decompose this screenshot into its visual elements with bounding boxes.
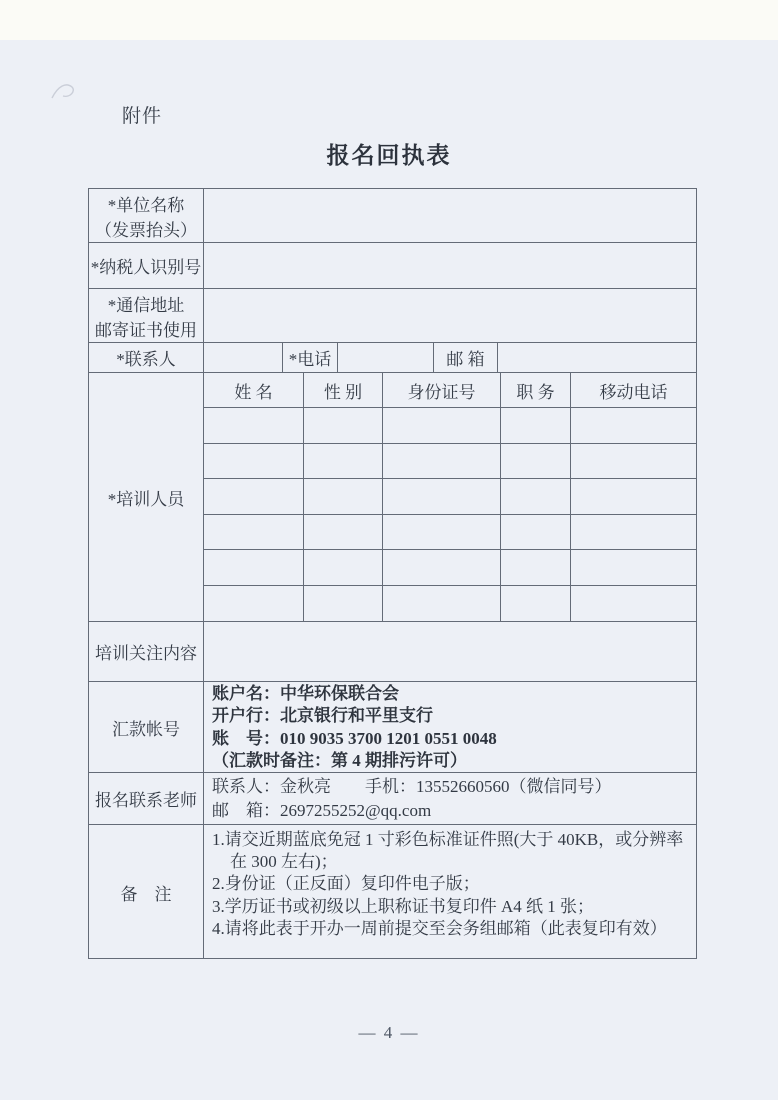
note-item-3: 3.学历证书或初级以上职称证书复印件 A4 纸 1 张； [212,896,595,916]
remittance-account-number: 账 号：010 9035 3700 1201 0551 0048 [212,728,497,748]
remittance-details [204,682,696,772]
trainee-empty-cell [383,550,501,585]
trainees-grid [204,373,696,621]
trainee-empty-row [204,479,696,515]
registration-contact-email: 邮 箱：2697255252@qq.com [212,801,432,820]
email-label: 邮 箱 [434,343,498,372]
trainee-empty-row [204,550,696,586]
address-label [89,289,204,342]
phone-value-cell [338,343,434,372]
trainees-col-name: 姓 名 [204,373,304,407]
note-item-1: 1.请交近期蓝底免冠 1 寸彩色标准证件照(大于 40KB，或分辨率在 300 左右)； [212,830,684,872]
row-unit-name [89,189,696,243]
trainee-empty-row [204,444,696,480]
trainee-empty-cell [204,408,304,443]
trainee-empty-cell [501,550,571,585]
form-title: 报名回执表 [326,143,452,168]
registration-contact-details [204,773,696,824]
trainee-empty-cell [501,444,571,479]
row-notes [89,825,696,959]
trainee-empty-cell [383,479,501,514]
note-item-2: 2.身份证（正反面）复印件电子版； [212,874,480,894]
page-number: — 4 — [358,1023,420,1042]
trainee-empty-cell [501,515,571,550]
trainee-empty-cell [501,586,571,622]
trainee-empty-cell [571,550,696,585]
trainee-empty-cell [204,550,304,585]
trainees-header-row [204,373,696,408]
trainee-empty-row [204,515,696,551]
trainee-empty-cell [571,408,696,443]
trainee-empty-cell [304,515,383,550]
training-focus-value-cell [204,622,696,681]
trainee-empty-cell [571,444,696,479]
trainee-empty-cell [501,408,571,443]
trainee-empty-cell [204,586,304,622]
row-address [89,289,696,343]
remittance-account-name: 账户名：中华环保联合会 [212,684,399,703]
taxpayer-id-label: *纳税人识别号 [89,243,204,288]
email-value-cell [498,343,696,372]
trainee-empty-cell [304,408,383,443]
row-registration-contact [89,773,696,825]
remittance-label: 汇款帐号 [89,682,204,772]
trainee-empty-row [204,408,696,444]
trainee-rows [204,408,696,621]
registration-contact-label: 报名联系老师 [89,773,204,824]
unit-name-label-line1: *单位名称 [107,195,185,215]
trainee-empty-cell [383,515,501,550]
trainees-col-id-number: 身份证号 [383,373,501,407]
notes-list [204,825,696,959]
scanner-edge-strip [0,0,778,40]
row-training-focus [89,622,696,682]
trainee-empty-row [204,586,696,622]
trainee-empty-cell [571,515,696,550]
trainee-empty-cell [383,444,501,479]
trainees-col-gender: 性 别 [304,373,383,407]
unit-name-label-line2: （发票抬头） [95,220,197,240]
trainee-empty-cell [304,479,383,514]
trainees-col-mobile: 移动电话 [599,382,668,402]
trainee-empty-cell [204,479,304,514]
trainee-empty-cell [383,586,501,622]
taxpayer-id-value-cell [204,243,696,288]
address-label-line1: *通信地址 [107,295,185,315]
contact-value-cell [204,343,283,372]
registration-contact-person-phone: 联系人：金秋亮 手机：13552660560（微信同号） [212,777,612,796]
trainee-empty-cell [501,479,571,514]
trainee-empty-cell [204,515,304,550]
training-focus-label: 培训关注内容 [89,622,204,681]
trainee-empty-cell [383,408,501,443]
trainees-col-position: 职 务 [501,373,571,407]
attachment-label: 附件 [122,106,163,127]
note-item-4: 4.请将此表于开办一周前提交至会务组邮箱（此表复印有效） [212,918,667,938]
trainee-empty-cell [571,586,696,622]
registration-form-table [88,188,697,959]
trainee-empty-cell [204,444,304,479]
scan-smudge-mark [48,76,88,106]
trainee-empty-cell [571,479,696,514]
notes-label: 备 注 [89,825,204,959]
row-remittance [89,682,696,773]
remittance-bank: 开户行：北京银行和平里支行 [212,706,433,726]
address-label-line2: 邮寄证书使用 [95,320,197,340]
address-value-cell [204,289,696,342]
trainee-empty-cell [304,586,383,622]
trainee-empty-cell [304,444,383,479]
row-contact [89,343,696,373]
row-taxpayer-id [89,243,696,289]
unit-name-value-cell [204,189,696,242]
contact-label: *联系人 [89,343,204,372]
unit-name-label [89,189,204,242]
trainee-empty-cell [304,550,383,585]
remittance-memo: （汇款时备注：第 4 期排污许可） [212,751,467,771]
phone-label: *电话 [283,343,338,372]
row-trainees [89,373,696,622]
trainees-label: *培训人员 [89,373,204,621]
